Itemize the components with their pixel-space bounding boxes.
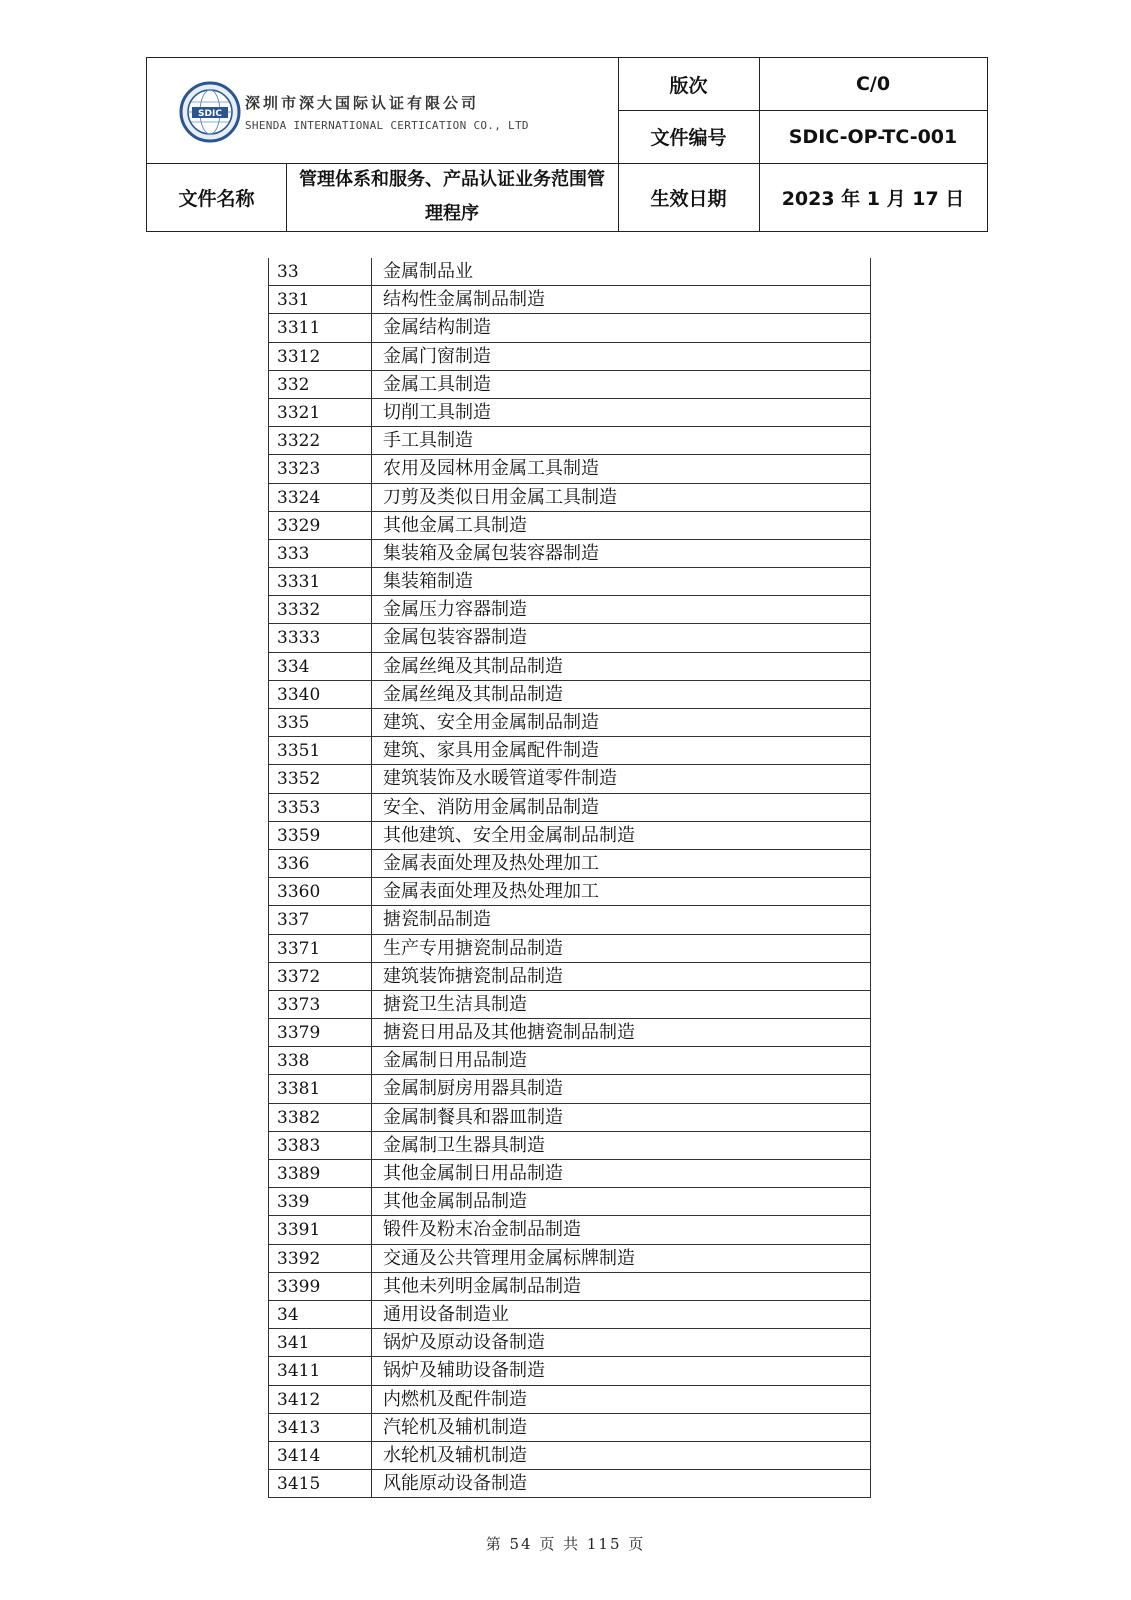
industry-name-cell: 结构性金属制品制造 xyxy=(383,289,545,311)
table-row xyxy=(269,765,870,793)
table-row xyxy=(269,991,870,1019)
industry-code-cell: 3322 xyxy=(269,427,372,454)
industry-name-cell: 建筑装饰搪瓷制品制造 xyxy=(383,965,563,987)
industry-code-cell: 34 xyxy=(269,1301,372,1328)
table-row xyxy=(269,709,870,737)
industry-name-cell: 金属结构制造 xyxy=(383,317,491,339)
industry-code-cell: 3415 xyxy=(269,1470,372,1497)
table-row xyxy=(269,1188,870,1216)
industry-code-cell: 3392 xyxy=(269,1245,372,1272)
table-row xyxy=(269,371,870,399)
industry-code-cell: 3333 xyxy=(269,624,372,651)
industry-code-cell: 3311 xyxy=(269,314,372,341)
industry-name-cell: 金属制卫生器具制造 xyxy=(383,1134,545,1156)
table-row xyxy=(269,314,870,342)
table-row xyxy=(269,1019,870,1047)
industry-code-table xyxy=(268,258,871,1498)
industry-code-cell: 335 xyxy=(269,709,372,736)
industry-code-cell: 3411 xyxy=(269,1357,372,1384)
industry-name-cell: 其他未列明金属制品制造 xyxy=(383,1275,581,1297)
table-row xyxy=(269,794,870,822)
industry-name-cell: 手工具制造 xyxy=(383,430,473,452)
industry-name-cell: 搪瓷制品制造 xyxy=(383,909,491,931)
emblem-mark: SDIC xyxy=(198,108,222,119)
table-row xyxy=(269,822,870,850)
industry-code-cell: 3399 xyxy=(269,1273,372,1300)
industry-name-cell: 生产专用搪瓷制品制造 xyxy=(383,937,563,959)
table-row xyxy=(269,568,870,596)
table-row xyxy=(269,878,870,906)
industry-name-cell: 金属工具制造 xyxy=(383,373,491,395)
version-label: 版次 xyxy=(669,74,708,97)
table-row xyxy=(269,427,870,455)
industry-code-cell: 336 xyxy=(269,850,372,877)
industry-code-cell: 339 xyxy=(269,1188,372,1215)
industry-name-cell: 刀剪及类似日用金属工具制造 xyxy=(383,486,617,508)
company-name-en: SHENDA INTERNATIONAL CERTICATION CO., LTD xyxy=(245,118,529,132)
industry-code-cell: 3340 xyxy=(269,681,372,708)
industry-code-cell: 332 xyxy=(269,371,372,398)
industry-name-cell: 锻件及粉末冶金制品制造 xyxy=(383,1219,581,1241)
industry-code-cell: 3371 xyxy=(269,935,372,962)
industry-name-cell: 集装箱制造 xyxy=(383,571,473,593)
table-row xyxy=(269,1470,870,1498)
industry-code-cell: 3373 xyxy=(269,991,372,1018)
company-name-cn: 深圳市深大国际认证有限公司 xyxy=(245,93,480,112)
table-row xyxy=(269,258,870,286)
industry-name-cell: 风能原动设备制造 xyxy=(383,1473,527,1495)
doc-name-value: 管理体系和服务、产品认证业务范围管理程序 xyxy=(299,169,605,224)
industry-code-cell: 3331 xyxy=(269,568,372,595)
effective-date-label: 生效日期 xyxy=(650,187,727,210)
industry-name-cell: 金属表面处理及热处理加工 xyxy=(383,852,599,874)
table-row xyxy=(269,737,870,765)
industry-name-cell: 金属制餐具和器皿制造 xyxy=(383,1106,563,1128)
industry-name-cell: 内燃机及配件制造 xyxy=(383,1388,527,1410)
industry-name-cell: 金属压力容器制造 xyxy=(383,599,527,621)
company-logo xyxy=(147,58,618,165)
table-row xyxy=(269,540,870,568)
table-row xyxy=(269,1132,870,1160)
table-row xyxy=(269,1104,870,1132)
table-row xyxy=(269,1386,870,1414)
doc-no-value: SDIC-OP-TC-001 xyxy=(788,125,958,148)
document-header xyxy=(146,57,988,232)
table-row xyxy=(269,1273,870,1301)
industry-code-cell: 3381 xyxy=(269,1075,372,1102)
industry-name-cell: 其他金属工具制造 xyxy=(383,514,527,536)
industry-name-cell: 交通及公共管理用金属标牌制造 xyxy=(383,1247,635,1269)
table-row xyxy=(269,1075,870,1103)
doc-no-label: 文件编号 xyxy=(650,127,727,149)
table-row xyxy=(269,1245,870,1273)
table-row xyxy=(269,624,870,652)
industry-code-cell: 33 xyxy=(269,258,372,285)
table-row xyxy=(269,653,870,681)
industry-name-cell: 汽轮机及辅机制造 xyxy=(383,1416,527,1438)
industry-name-cell: 锅炉及辅助设备制造 xyxy=(383,1360,545,1382)
industry-code-cell: 3353 xyxy=(269,794,372,821)
table-row xyxy=(269,343,870,371)
table-row xyxy=(269,1442,870,1470)
industry-code-cell: 341 xyxy=(269,1329,372,1356)
industry-name-cell: 建筑装饰及水暖管道零件制造 xyxy=(383,768,617,790)
industry-code-cell: 3312 xyxy=(269,343,372,370)
version-value: C/0 xyxy=(855,73,891,95)
industry-code-cell: 3324 xyxy=(269,484,372,511)
table-row xyxy=(269,286,870,314)
doc-name-label: 文件名称 xyxy=(178,187,255,210)
table-row xyxy=(269,1216,870,1244)
industry-code-cell: 3323 xyxy=(269,455,372,482)
industry-name-cell: 水轮机及辅机制造 xyxy=(383,1444,527,1466)
industry-name-cell: 搪瓷卫生洁具制造 xyxy=(383,993,527,1015)
industry-code-cell: 3360 xyxy=(269,878,372,905)
industry-name-cell: 金属制厨房用器具制造 xyxy=(383,1078,563,1100)
industry-code-cell: 3352 xyxy=(269,765,372,792)
company-emblem-icon xyxy=(179,81,241,143)
industry-name-cell: 建筑、安全用金属制品制造 xyxy=(383,712,599,733)
industry-name-cell: 金属包装容器制造 xyxy=(383,627,527,649)
industry-name-cell: 金属制日用品制造 xyxy=(383,1050,527,1072)
industry-code-cell: 3391 xyxy=(269,1216,372,1243)
industry-code-cell: 3351 xyxy=(269,737,372,764)
table-row xyxy=(269,935,870,963)
industry-code-cell: 3382 xyxy=(269,1104,372,1131)
industry-name-cell: 农用及园林用金属工具制造 xyxy=(383,458,599,480)
industry-name-cell: 金属表面处理及热处理加工 xyxy=(383,881,599,903)
industry-code-cell: 3389 xyxy=(269,1160,372,1187)
industry-code-cell: 331 xyxy=(269,286,372,313)
table-row xyxy=(269,963,870,991)
table-row xyxy=(269,512,870,540)
table-row xyxy=(269,455,870,483)
table-row xyxy=(269,484,870,512)
industry-name-cell: 其他金属制品制造 xyxy=(383,1191,527,1213)
industry-code-cell: 3383 xyxy=(269,1132,372,1159)
industry-name-cell: 建筑、家具用金属配件制造 xyxy=(383,740,599,762)
industry-name-cell: 金属制品业 xyxy=(383,261,473,282)
industry-code-cell: 3414 xyxy=(269,1442,372,1469)
industry-code-cell: 3332 xyxy=(269,596,372,623)
effective-date-value: 2023 年 1 月 17 日 xyxy=(781,187,965,210)
industry-code-cell: 337 xyxy=(269,906,372,933)
industry-code-cell: 3379 xyxy=(269,1019,372,1046)
industry-code-cell: 3412 xyxy=(269,1386,372,1413)
industry-name-cell: 集装箱及金属包装容器制造 xyxy=(383,542,599,564)
page-number: 第 54 页 共 115 页 xyxy=(485,1535,646,1553)
industry-code-cell: 334 xyxy=(269,653,372,680)
industry-name-cell: 其他金属制日用品制造 xyxy=(383,1163,563,1184)
table-row xyxy=(269,1047,870,1075)
table-row xyxy=(269,1329,870,1357)
industry-code-cell: 3413 xyxy=(269,1414,372,1441)
table-row xyxy=(269,681,870,709)
industry-code-cell: 3329 xyxy=(269,512,372,539)
industry-code-cell: 338 xyxy=(269,1047,372,1074)
industry-code-cell: 333 xyxy=(269,540,372,567)
industry-name-cell: 安全、消防用金属制品制造 xyxy=(383,796,599,818)
industry-name-cell: 通用设备制造业 xyxy=(383,1303,509,1325)
table-row xyxy=(269,906,870,934)
industry-code-cell: 3372 xyxy=(269,963,372,990)
table-row xyxy=(269,1160,870,1188)
industry-code-cell: 3321 xyxy=(269,399,372,426)
industry-name-cell: 搪瓷日用品及其他搪瓷制品制造 xyxy=(383,1022,635,1044)
table-row xyxy=(269,399,870,427)
industry-name-cell: 金属门窗制造 xyxy=(383,345,491,367)
industry-name-cell: 金属丝绳及其制品制造 xyxy=(383,683,563,705)
table-row xyxy=(269,1357,870,1385)
industry-code-cell: 3359 xyxy=(269,822,372,849)
table-row xyxy=(269,1414,870,1442)
industry-name-cell: 其他建筑、安全用金属制品制造 xyxy=(383,824,635,846)
table-row xyxy=(269,1301,870,1329)
industry-name-cell: 切削工具制造 xyxy=(383,401,491,423)
industry-name-cell: 锅炉及原动设备制造 xyxy=(383,1332,545,1354)
table-row xyxy=(269,850,870,878)
industry-name-cell: 金属丝绳及其制品制造 xyxy=(383,655,563,677)
table-row xyxy=(269,596,870,624)
